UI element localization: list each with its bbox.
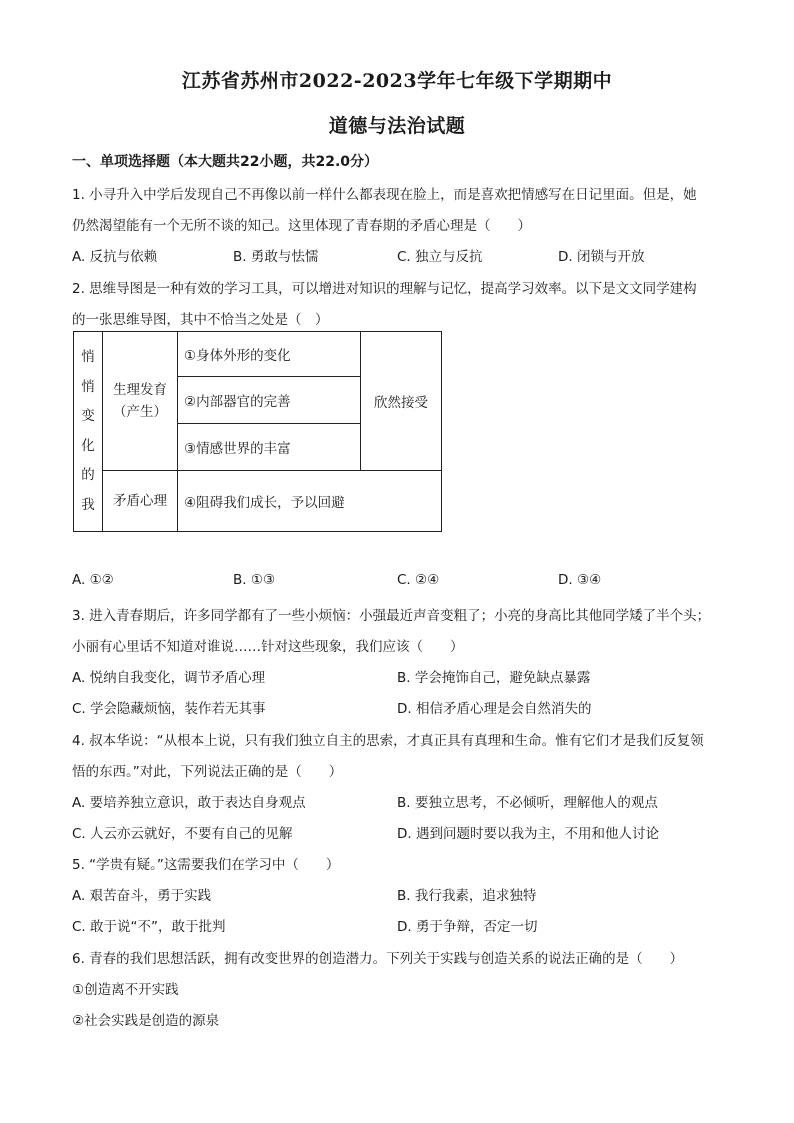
q5-option-c: C. 敢于说“不”，敢于批判 [72, 919, 226, 935]
q4-stem-line1: 4. 叔本华说：“从根本上说，只有我们独立自主的思索，才真正具有真理和生命。惟有它们才是我们反复领 [72, 733, 704, 749]
q3-option-b: B. 学会掩饰自己，避免缺点暴露 [397, 670, 591, 686]
q4-option-b: B. 要独立思考，不必倾听，理解他人的观点 [397, 795, 658, 811]
q1-option-a: A. 反抗与依赖 [72, 249, 158, 265]
q5-option-d: D. 勇于争辩，否定一切 [397, 919, 538, 935]
mind-map-item-1: ①身体外形的变化 [178, 332, 361, 377]
mind-map-item-2: ②内部器官的完善 [178, 377, 361, 424]
mind-map-branch-physical: 生理发育 （产生） [103, 332, 178, 471]
page-subtitle: 道德与法治试题 [328, 115, 466, 137]
q4-option-d: D. 遇到问题时要以我为主，不用和他人讨论 [397, 826, 659, 842]
q2-option-b: B. ①③ [233, 572, 276, 588]
q3-stem-line2: 小丽有心里话不知道对谁说……针对这些现象，我们应该（ ） [72, 639, 464, 655]
section-heading: 一、单项选择题（本大题共22小题，共22.0分） [72, 154, 379, 170]
q2-stem-line2: 的一张思维导图，其中不恰当之处是（ ） [72, 312, 329, 328]
mind-map-branch-conflict: 矛盾心理 [103, 471, 178, 532]
q5-option-a: A. 艰苦奋斗，勇于实践 [72, 888, 212, 904]
page-title: 江苏省苏州市2022-2023学年七年级下学期期中 [181, 70, 613, 92]
mind-map-result: 欣然接受 [361, 332, 442, 471]
q1-option-c: C. 独立与反抗 [397, 249, 483, 265]
q3-stem-line1: 3. 进入青春期后，许多同学都有了一些小烦恼：小强最近声音变粗了；小亮的身高比其他同学矮了半个头； [72, 608, 711, 624]
q1-option-d: D. 闭锁与开放 [558, 249, 645, 265]
q2-stem-line1: 2. 思维导图是一种有效的学习工具，可以增进对知识的理解与记忆，提高学习效率。以下是文文同学建构 [72, 281, 697, 297]
q3-option-d: D. 相信矛盾心理是会自然消失的 [397, 701, 592, 717]
q1-stem-line1: 1. 小寻升入中学后发现自己不再像以前一样什么都表现在脸上，而是喜欢把情感写在日记里面。但是，她 [72, 187, 697, 203]
q3-option-c: C. 学会隐藏烦恼，装作若无其事 [72, 701, 266, 717]
mind-map-item-3: ③情感世界的丰富 [178, 424, 361, 471]
q5-stem: 5. “学贵有疑。”这需要我们在学习中（ ） [72, 857, 340, 873]
q6-stem: 6. 青春的我们思想活跃，拥有改变世界的创造潜力。下列关于实践与创造关系的说法正确的是（ ） [72, 951, 684, 967]
q2-option-d: D. ③④ [558, 572, 602, 588]
q4-stem-line2: 悟的东西。”对此，下列说法正确的是（ ） [72, 764, 343, 780]
q3-option-a: A. 悦纳自我变化，调节矛盾心理 [72, 670, 266, 686]
q6-item-2: ②社会实践是创造的源泉 [72, 1013, 220, 1029]
q4-option-c: C. 人云亦云就好，不要有自己的见解 [72, 826, 293, 842]
q1-stem-line2: 仍然渴望能有一个无所不谈的知己。这里体现了青春期的矛盾心理是（ ） [72, 218, 531, 234]
mind-map-root: 悄 悄 变 化 的 我 [74, 332, 103, 532]
q1-option-b: B. 勇敢与怯懦 [233, 249, 319, 265]
q2-option-c: C. ②④ [397, 572, 440, 588]
q4-option-a: A. 要培养独立意识，敢于表达自身观点 [72, 795, 306, 811]
q5-option-b: B. 我行我素，追求独特 [397, 888, 537, 904]
mind-map-item-4: ④阻碍我们成长，予以回避 [178, 471, 442, 532]
q6-item-1: ①创造离不开实践 [72, 982, 179, 998]
q2-option-a: A. ①② [72, 572, 114, 588]
mind-map-table [73, 331, 442, 532]
